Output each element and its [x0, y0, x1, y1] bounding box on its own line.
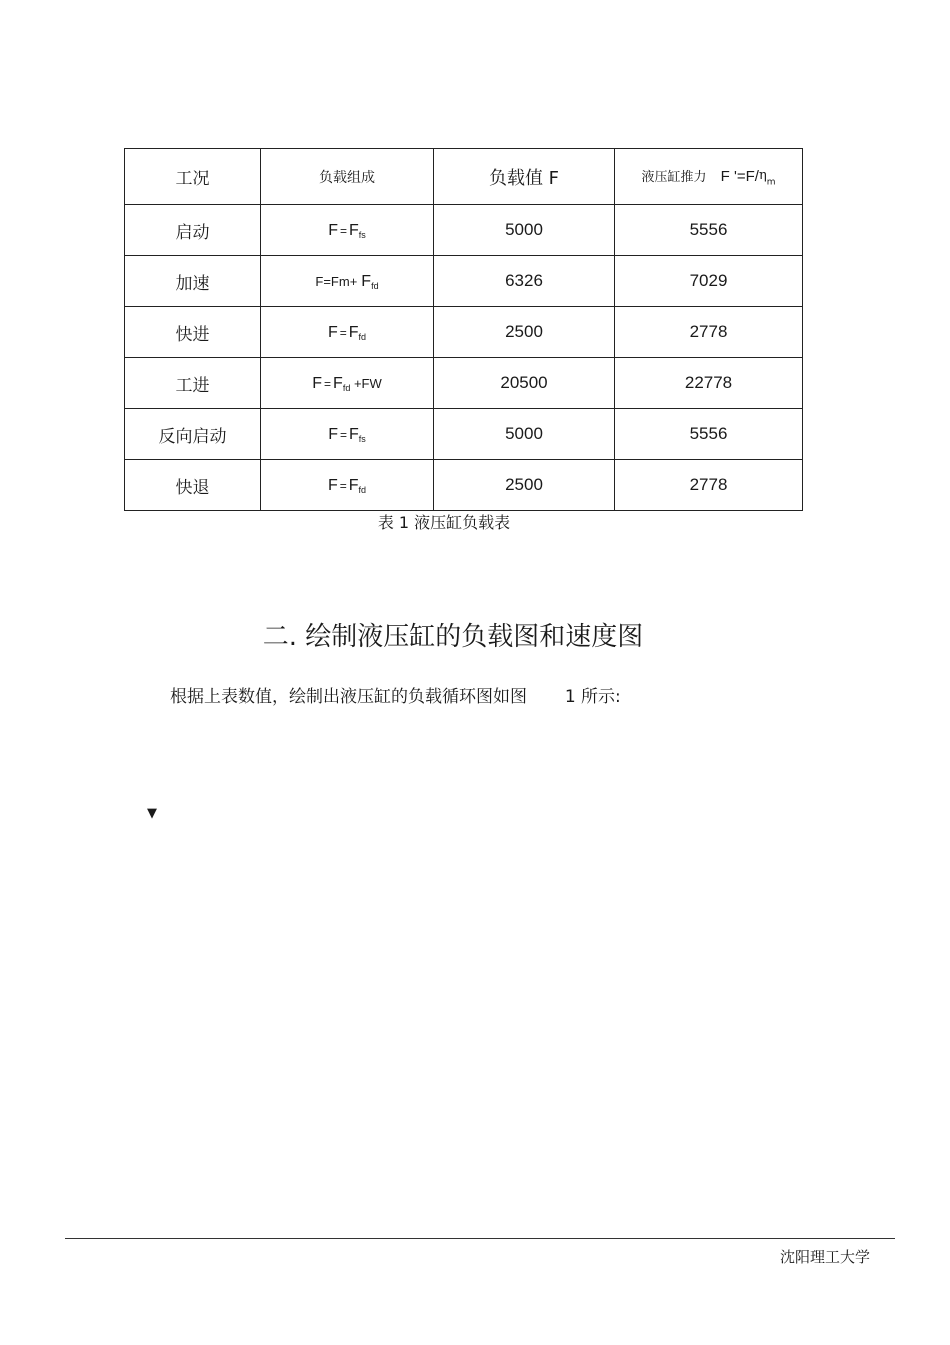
cell-condition: 快退 — [125, 460, 261, 511]
formula-eq: = — [324, 377, 332, 391]
cell-thrust: 5556 — [615, 205, 803, 256]
formula-eq: = — [339, 428, 347, 442]
cell-load: 5000 — [434, 205, 615, 256]
table-row — [125, 460, 803, 511]
header-thrust-formula: F '=F/ — [720, 167, 759, 185]
table-row — [125, 409, 803, 460]
triangle-marker-icon: ▼ — [147, 806, 157, 821]
header-thrust-label: 液压缸推力 — [641, 169, 707, 185]
formula-sub: fd — [371, 281, 379, 291]
formula-base: F — [348, 477, 359, 494]
formula-lhs: F=Fm+ — [315, 274, 358, 289]
cell-thrust: 22778 — [615, 358, 803, 409]
table-row — [125, 358, 803, 409]
formula-lhs: F — [328, 222, 338, 239]
section-paragraph: 根据上表数值，绘制出液压缸的负载循环图如图 1 所示: — [170, 687, 621, 707]
formula-base: F — [349, 426, 359, 443]
formula-eq: = — [339, 479, 347, 493]
header-thrust — [615, 149, 803, 205]
table-row — [125, 256, 803, 307]
formula-sub: fs — [358, 434, 366, 444]
cell-condition: 快进 — [125, 307, 261, 358]
table-row — [125, 307, 803, 358]
formula-lhs: F — [327, 324, 338, 341]
cell-condition: 加速 — [125, 256, 261, 307]
formula-sub: fd — [342, 383, 351, 393]
cell-thrust: 2778 — [615, 307, 803, 358]
cell-composition — [261, 460, 434, 511]
cell-composition — [261, 409, 434, 460]
cell-load: 20500 — [434, 358, 615, 409]
formula-lhs: F — [327, 477, 338, 494]
formula-sub: fd — [358, 332, 367, 342]
formula-sub: fd — [358, 485, 367, 495]
table-caption: 表 1 液压缸负载表 — [377, 513, 511, 532]
footer-divider — [65, 1238, 895, 1239]
formula-eq: = — [339, 326, 347, 340]
footer-university: 沈阳理工大学 — [779, 1248, 870, 1266]
cell-composition — [261, 307, 434, 358]
header-eta-sub: m — [766, 177, 776, 188]
cell-load: 2500 — [434, 307, 615, 358]
header-eta-symbol: η — [758, 167, 767, 183]
cell-condition: 工进 — [125, 358, 261, 409]
load-table — [124, 148, 803, 511]
cell-thrust: 2778 — [615, 460, 803, 511]
formula-eq: = — [339, 224, 347, 238]
cell-composition — [261, 256, 434, 307]
cell-composition — [261, 358, 434, 409]
cell-thrust: 5556 — [615, 409, 803, 460]
cell-thrust: 7029 — [615, 256, 803, 307]
header-condition: 工况 — [125, 149, 261, 205]
header-composition: 负载组成 — [261, 149, 434, 205]
formula-lhs: F — [312, 375, 323, 392]
cell-condition: 反向启动 — [125, 409, 261, 460]
formula-base: F — [361, 273, 372, 290]
formula-base: F — [333, 375, 343, 392]
formula-base: F — [349, 222, 359, 239]
table-row — [125, 205, 803, 256]
formula-base: F — [348, 324, 359, 341]
cell-condition: 启动 — [125, 205, 261, 256]
table-header-row — [125, 149, 803, 205]
cell-load: 5000 — [434, 409, 615, 460]
formula-lhs: F — [328, 426, 338, 443]
section-heading: 二. 绘制液压缸的负载图和速度图 — [262, 622, 644, 652]
formula-extra: +FW — [350, 376, 382, 391]
cell-composition — [261, 205, 434, 256]
cell-load: 2500 — [434, 460, 615, 511]
formula-sub: fs — [358, 230, 366, 240]
header-load-value: 负载值 F — [434, 149, 615, 205]
cell-load: 6326 — [434, 256, 615, 307]
